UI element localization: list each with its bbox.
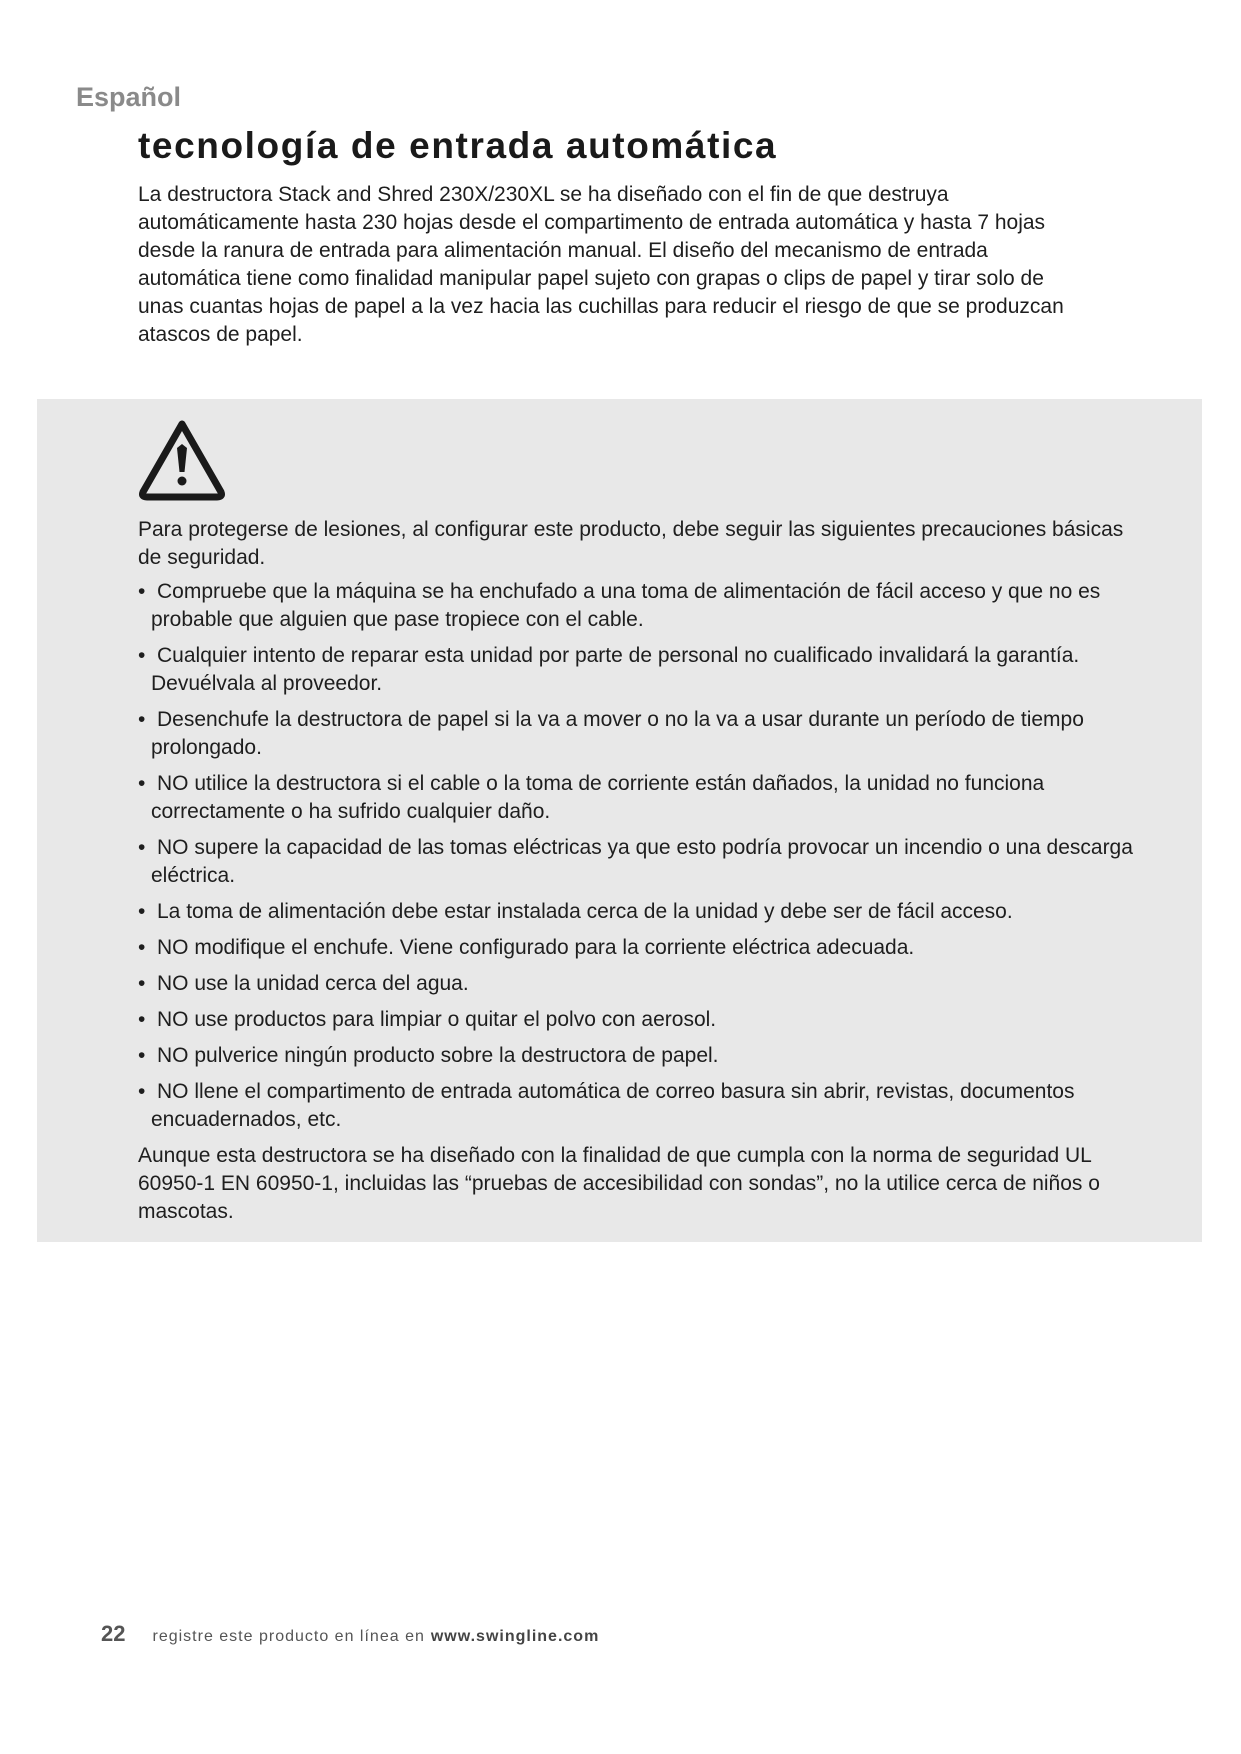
precaution-item: [138, 1078, 1138, 1134]
precaution-text: NO use productos para limpiar o quitar el polvo con aerosol.: [157, 1008, 717, 1031]
warning-content: [138, 516, 1138, 1232]
safety-warning-box: [37, 399, 1202, 1242]
precaution-text: NO utilice la destructora si el cable o la toma de corriente están dañados, la unidad no funciona correctamente o ha sufrido cualquier daño.: [151, 772, 1045, 823]
page-number: 22: [101, 1621, 126, 1646]
page-title: tecnología de entrada automática: [138, 125, 778, 166]
precaution-item: [138, 934, 1138, 962]
bullet-mark: •: [138, 580, 146, 603]
bullet-mark: •: [138, 900, 146, 923]
warning-lead: Para protegerse de lesiones, al configurar este producto, debe seguir las siguientes precauciones básicas de seguridad.: [138, 518, 1124, 569]
bullet-mark: •: [138, 644, 146, 667]
precaution-text: Compruebe que la máquina se ha enchufado a una toma de alimentación de fácil acceso y que no es probable que alguien que pase tropiece con el cable.: [151, 580, 1101, 631]
bullet-mark: •: [138, 708, 146, 731]
precaution-item: [138, 578, 1138, 634]
bullet-mark: •: [138, 1044, 146, 1067]
page-footer: [101, 1621, 599, 1647]
precaution-item: [138, 970, 1138, 998]
precaution-text: NO modifique el enchufe. Viene configurado para la corriente eléctrica adecuada.: [157, 936, 915, 959]
precaution-text: NO pulverice ningún producto sobre la destructora de papel.: [157, 1044, 719, 1067]
precaution-item: [138, 834, 1138, 890]
language-label: Español: [76, 82, 182, 112]
precautions-list: [138, 578, 1138, 1134]
precaution-text: NO supere la capacidad de las tomas eléctricas ya que esto podría provocar un incendio o una descarga eléctrica.: [151, 836, 1133, 887]
precaution-text: Desenchufe la destructora de papel si la va a mover o no la va a usar durante un período de tiempo prolongado.: [151, 708, 1084, 759]
bullet-mark: •: [138, 936, 146, 959]
footer-url-link[interactable]: www.swingline.com: [430, 1628, 600, 1645]
bullet-mark: •: [138, 1080, 146, 1103]
bullet-mark: •: [138, 972, 146, 995]
precaution-item: [138, 898, 1138, 926]
precaution-item: [138, 706, 1138, 762]
bullet-mark: •: [138, 836, 146, 859]
precaution-item: [138, 642, 1138, 698]
warning-closing: Aunque esta destructora se ha diseñado con la finalidad de que cumpla con la norma de seguridad UL 60950-1 EN 60950-1, incluidas las “pruebas de accesibilidad con sondas”, no la utilice cerca de niños o mascotas.: [138, 1144, 1100, 1223]
bullet-mark: •: [138, 1008, 146, 1031]
precaution-text: NO use la unidad cerca del agua.: [157, 972, 469, 995]
warning-triangle-icon: [137, 418, 227, 502]
footer-text: [152, 1628, 599, 1646]
precaution-item: [138, 770, 1138, 826]
precaution-text: NO llene el compartimento de entrada automática de correo basura sin abrir, revistas, documentos encuadernados, etc.: [151, 1080, 1075, 1131]
precaution-item: [138, 1006, 1138, 1034]
intro-paragraph: La destructora Stack and Shred 230X/230XL se ha diseñado con el fin de que destruya automáticamente hasta 230 hojas desde el compartimento de entrada automática y hasta 7 hojas desde la ranura de entrada para alimentación manual. El diseño del mecanismo de entrada automática tiene como finalidad manipular papel sujeto con grapas o clips de papel y tirar solo de unas cuantas hojas de papel a la vez hacia las cuchillas para reducir el riesgo de que se produzcan atascos de papel.: [138, 183, 1064, 346]
precaution-item: [138, 1042, 1138, 1070]
bullet-mark: •: [138, 772, 146, 795]
footer-label: registre este producto en línea en: [152, 1628, 425, 1645]
precaution-text: Cualquier intento de reparar esta unidad por parte de personal no cualificado invalidará la garantía. Devuélvala al proveedor.: [151, 644, 1080, 695]
precaution-text: La toma de alimentación debe estar instalada cerca de la unidad y debe ser de fácil acceso.: [157, 900, 1013, 923]
